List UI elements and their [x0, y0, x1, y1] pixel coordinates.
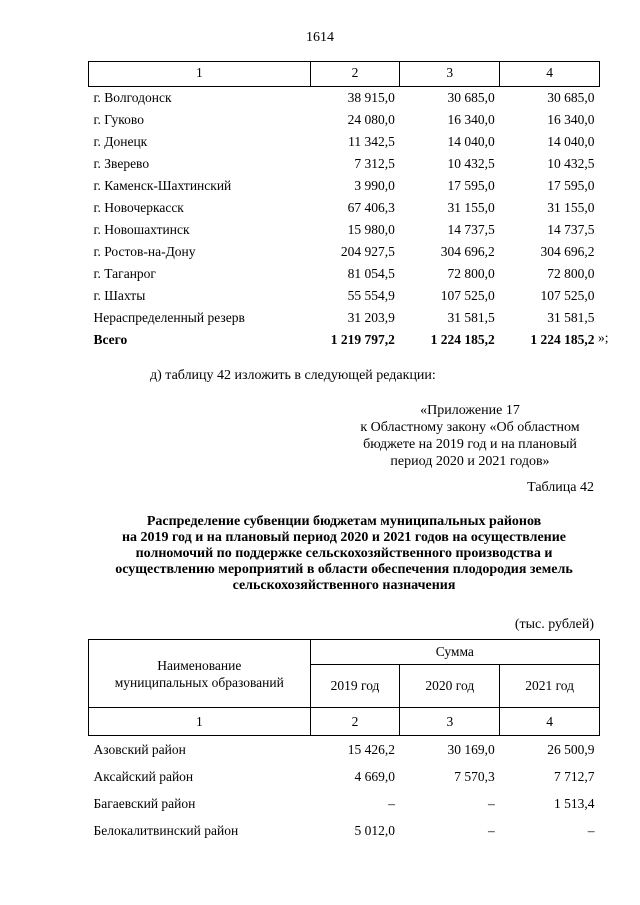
total-label: Всего	[93, 332, 128, 347]
value-2021: 16 340,0	[547, 112, 595, 127]
row-name: г. Новошахтинск	[93, 222, 190, 237]
table-header-row	[89, 62, 600, 87]
heading-line: осуществлению мероприятий в области обеспечения плодородия земель	[115, 562, 573, 577]
value-2020: 31 155,0	[447, 200, 495, 215]
subvention-table	[88, 639, 600, 844]
value-2020: 30 169,0	[447, 742, 495, 757]
value-2020: 10 432,5	[447, 156, 495, 171]
year-header: 2021 год	[500, 665, 600, 708]
value-2019: 55 554,9	[347, 288, 395, 303]
value-2019: 7 312,5	[354, 156, 395, 171]
row-name: Белокалитвинский район	[93, 823, 239, 838]
value-2020: 16 340,0	[447, 112, 495, 127]
table-header-row	[89, 640, 600, 665]
row-name: г. Зверево	[93, 156, 150, 171]
row-name: г. Гуково	[93, 112, 144, 127]
name-column-header	[89, 640, 311, 708]
col-number: 2	[310, 62, 400, 87]
header-line: Наименование	[157, 657, 242, 673]
value-2021: 107 525,0	[540, 288, 595, 303]
value-2019: –	[388, 796, 395, 811]
year-header: 2020 год	[400, 665, 500, 708]
value-2021: 14 737,5	[547, 222, 595, 237]
table-row	[89, 307, 600, 329]
units-label: (тыс. рублей)	[514, 617, 594, 632]
value-2021: 31 581,5	[547, 310, 595, 325]
col-number: 1	[89, 62, 311, 87]
value-2020: 30 685,0	[447, 90, 495, 105]
row-name: Багаевский район	[93, 796, 196, 811]
row-name: Аксайский район	[93, 769, 194, 784]
table-row	[89, 109, 600, 131]
table-row	[89, 197, 600, 219]
row-name: г. Шахты	[93, 288, 146, 303]
appendix-line: к Областному закону «Об областном	[360, 420, 580, 435]
table-row	[89, 763, 600, 790]
value-2021: 304 696,2	[540, 244, 595, 259]
appendix-line: бюджете на 2019 год и на плановый	[363, 437, 577, 452]
table-row	[89, 175, 600, 197]
value-2019: 5 012,0	[354, 823, 395, 838]
value-2019: 31 203,9	[347, 310, 395, 325]
row-name: г. Донецк	[93, 134, 148, 149]
value-2019: 67 406,3	[347, 200, 395, 215]
table-row	[89, 153, 600, 175]
value-2021: 1 513,4	[554, 796, 595, 811]
value-2019: 15 980,0	[347, 222, 395, 237]
table-label: Таблица 42	[527, 480, 594, 495]
heading-line: Распределение субвенции бюджетам муниципальных районов	[146, 514, 542, 529]
table-row	[89, 790, 600, 817]
value-2020: 7 570,3	[454, 769, 495, 784]
table-row	[89, 285, 600, 307]
appendix-line: период 2020 и 2021 годов»	[390, 454, 550, 469]
municipal-table-continuation	[88, 61, 600, 351]
total-row	[89, 329, 600, 351]
table-row	[89, 131, 600, 153]
col-number: 4	[500, 62, 600, 87]
value-2019: 24 080,0	[347, 112, 395, 127]
value-2019: 4 669,0	[354, 769, 395, 784]
value-2020: 72 800,0	[447, 266, 495, 281]
table-row	[89, 736, 600, 764]
year-header: 2019 год	[310, 665, 400, 708]
col-number: 2	[310, 708, 400, 736]
heading-line: полномочий по поддержке сельскохозяйственного производства и	[135, 546, 553, 561]
value-2021: 7 712,7	[554, 769, 595, 784]
value-2019: 15 426,2	[347, 742, 395, 757]
page-number: 1614	[306, 30, 334, 45]
appendix-line: «Приложение 17	[420, 403, 520, 418]
value-2021: 14 040,0	[547, 134, 595, 149]
value-2019: 11 342,5	[348, 134, 395, 149]
value-2021: 30 685,0	[547, 90, 595, 105]
value-2021: 26 500,9	[547, 742, 595, 757]
total-2021: 1 224 185,2	[530, 332, 595, 347]
table-row	[89, 87, 600, 110]
value-2020: 14 737,5	[447, 222, 495, 237]
value-2020: –	[487, 796, 495, 811]
col-number: 3	[400, 62, 500, 87]
value-2019: 204 927,5	[340, 244, 395, 259]
total-2020: 1 224 185,2	[430, 332, 495, 347]
table-row	[89, 263, 600, 285]
amendment-text: д) таблицу 42 изложить в следующей редакции:	[150, 368, 436, 383]
value-2020: 17 595,0	[447, 178, 495, 193]
row-name: Азовский район	[93, 742, 186, 757]
sum-column-header: Сумма	[310, 640, 599, 665]
value-2020: 31 581,5	[447, 310, 495, 325]
value-2019: 81 054,5	[347, 266, 395, 281]
col-number: 4	[500, 708, 600, 736]
total-2019: 1 219 797,2	[330, 332, 395, 347]
value-2020: 304 696,2	[440, 244, 495, 259]
closing-quote: »;	[598, 330, 609, 345]
value-2020: 107 525,0	[440, 288, 495, 303]
table-row	[89, 219, 600, 241]
table-row	[89, 817, 600, 844]
heading-line: сельскохозяйственного назначения	[232, 578, 456, 593]
col-number: 3	[400, 708, 500, 736]
row-name: г. Таганрог	[93, 266, 156, 281]
value-2019: 38 915,0	[347, 90, 395, 105]
value-2021: 72 800,0	[547, 266, 595, 281]
row-name: Нераспределенный резерв	[93, 310, 245, 325]
row-name: г. Ростов-на-Дону	[93, 244, 196, 259]
appendix-reference	[340, 402, 600, 470]
row-name: г. Новочеркасск	[93, 200, 184, 215]
value-2021: 17 595,0	[547, 178, 595, 193]
value-2020: –	[487, 823, 495, 838]
heading-line: на 2019 год и на плановый период 2020 и 2021 годов на осуществление	[121, 530, 567, 545]
col-number: 1	[89, 708, 311, 736]
column-number-row	[89, 708, 600, 736]
table-heading	[88, 514, 600, 594]
value-2021: 31 155,0	[547, 200, 595, 215]
row-name: г. Волгодонск	[93, 90, 172, 105]
header-line: муниципальных образований	[114, 674, 284, 690]
table-row	[89, 241, 600, 263]
value-2019: 3 990,0	[354, 178, 395, 193]
value-2021: 10 432,5	[547, 156, 595, 171]
row-name: г. Каменск-Шахтинский	[93, 178, 232, 193]
value-2020: 14 040,0	[447, 134, 495, 149]
value-2021: –	[587, 823, 595, 838]
